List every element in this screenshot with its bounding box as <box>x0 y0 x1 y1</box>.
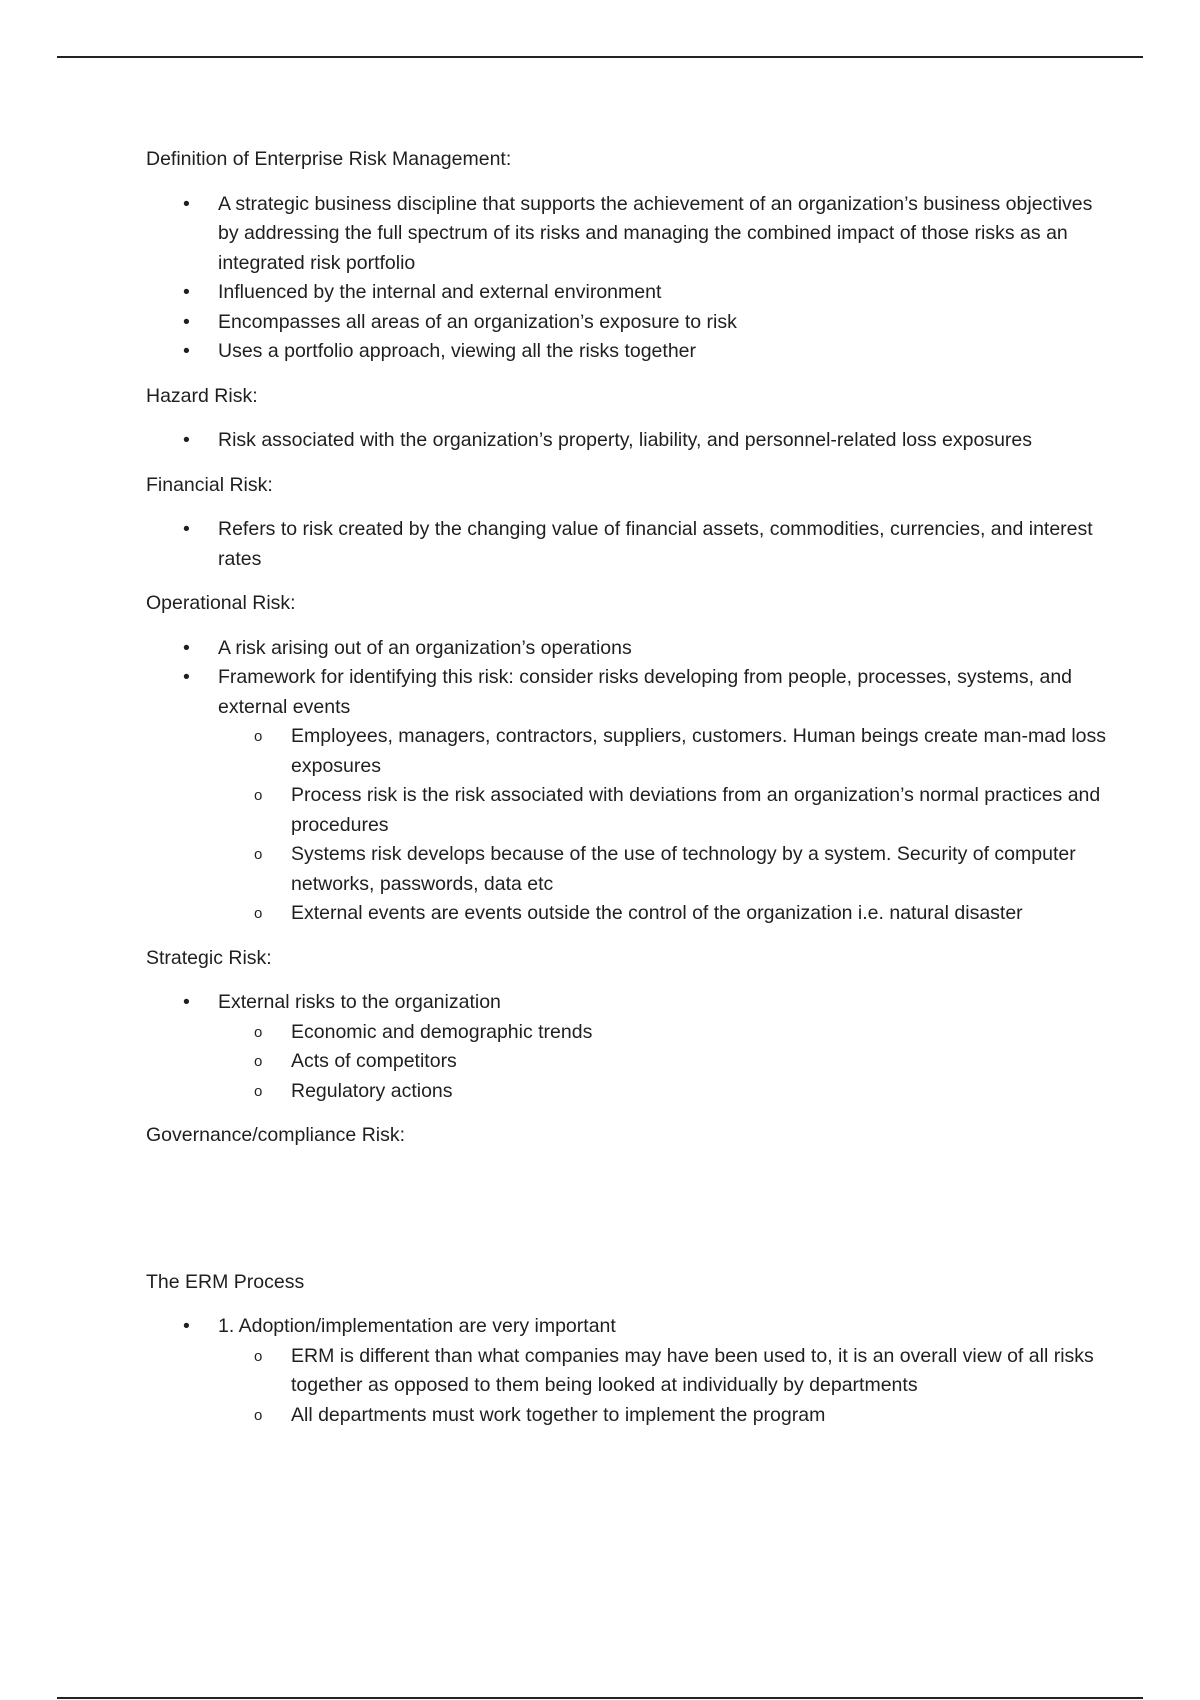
bullet-list <box>146 515 1106 574</box>
sub-list-item-text: Acts of competitors <box>291 1050 457 1072</box>
list-item <box>183 278 1106 308</box>
circle-bullet-icon: o <box>254 1053 263 1070</box>
sub-list-item <box>254 840 1106 899</box>
section-heading: Hazard Risk: <box>146 384 258 407</box>
bullet-icon: • <box>183 666 190 688</box>
list-item-text: Uses a portfolio approach, viewing all the risks together <box>218 340 696 362</box>
circle-bullet-icon: o <box>254 1082 263 1100</box>
sub-list-item-text: Employees, managers, contractors, suppliers, customers. Human beings create man-mad loss exposures <box>291 725 1107 777</box>
section-heading: Financial Risk: <box>146 473 273 496</box>
list-item-text: A strategic business discipline that supports the achievement of an organization’s business objectives by addressing the full spectrum of its risks and managing the combined impact of those risks as an integrated risk portfolio <box>218 192 1093 274</box>
circle-bullet-icon: o <box>254 1347 263 1365</box>
sub-list-item <box>254 1342 1106 1401</box>
list-item-text: Influenced by the internal and external environment <box>218 281 662 303</box>
sub-list-item <box>254 722 1107 781</box>
sub-list-item-text: All departments must work together to implement the program <box>291 1403 826 1426</box>
circle-bullet-icon: o <box>254 846 263 863</box>
sub-bullet-list <box>218 722 1106 929</box>
document-body <box>146 145 1106 1445</box>
sub-list-item <box>254 1047 1106 1077</box>
bullet-icon: • <box>183 281 190 303</box>
circle-bullet-icon: o <box>254 1023 263 1041</box>
section-heading: Operational Risk: <box>146 592 296 614</box>
list-item <box>183 663 1107 929</box>
list-item <box>183 988 1106 1106</box>
bullet-icon: • <box>183 636 190 659</box>
list-item-text: External risks to the organization <box>218 991 501 1013</box>
circle-bullet-icon: o <box>254 905 263 922</box>
section-heading: Strategic Risk: <box>146 946 272 969</box>
bullet-icon: • <box>183 991 190 1013</box>
top-rule <box>57 56 1143 58</box>
list-item-text: Framework for identifying this risk: consider risks developing from people, processes, systems, and external events <box>218 666 1073 718</box>
bullet-list <box>146 190 1106 367</box>
sub-list-item <box>254 899 1106 929</box>
list-item-text: Risk associated with the organization’s property, liability, and personnel-related loss exposures <box>218 429 1033 451</box>
blank-space <box>146 1166 1106 1268</box>
bottom-rule <box>57 1697 1143 1699</box>
list-item <box>183 308 1106 338</box>
circle-bullet-icon: o <box>254 787 263 804</box>
circle-bullet-icon: o <box>254 728 263 745</box>
sub-list-item-text: Process risk is the risk associated with deviations from an organization’s normal practices and procedures <box>291 784 1101 836</box>
bullet-icon: • <box>183 310 190 333</box>
list-item-text: Refers to risk created by the changing value of financial assets, commodities, currencies, and interest rates <box>218 518 1093 570</box>
list-item-text: A risk arising out of an organization’s operations <box>218 636 632 659</box>
sub-bullet-list <box>218 1342 1106 1431</box>
section-heading: Definition of Enterprise Risk Management: <box>146 148 512 170</box>
section-heading: Governance/compliance Risk: <box>146 1124 406 1146</box>
list-item <box>183 515 1106 574</box>
bullet-icon: • <box>183 192 190 215</box>
section-heading: The ERM Process <box>146 1270 305 1293</box>
bullet-list <box>146 988 1106 1106</box>
bullet-list <box>146 1312 1106 1430</box>
bullet-list <box>146 426 1106 456</box>
sub-list-item-text: Regulatory actions <box>291 1079 453 1102</box>
list-item <box>183 634 1106 664</box>
list-item <box>183 426 1106 456</box>
list-item <box>183 1312 1106 1430</box>
list-item-text: 1. Adoption/implementation are very important <box>218 1315 616 1337</box>
bullet-icon: • <box>183 340 190 362</box>
sub-list-item-text: External events are events outside the control of the organization i.e. natural disaster <box>291 902 1023 924</box>
list-item <box>183 337 1106 367</box>
sub-list-item-text: ERM is different than what companies may have been used to, it is an overall view of all risks together as opposed to them being looked at individually by departments <box>291 1344 1094 1396</box>
sub-bullet-list <box>218 1018 1106 1107</box>
bullet-icon: • <box>183 1315 190 1337</box>
sub-list-item-text: Economic and demographic trends <box>291 1020 593 1043</box>
sub-list-item <box>254 781 1106 840</box>
bullet-icon: • <box>183 429 190 451</box>
sub-list-item-text: Systems risk develops because of the use of technology by a system. Security of computer networks, passwords, data etc <box>291 843 1076 895</box>
sub-list-item <box>254 1018 1106 1048</box>
list-item <box>183 190 1106 279</box>
sub-list-item <box>254 1401 1106 1431</box>
sub-list-item <box>254 1077 1106 1107</box>
bullet-list <box>146 634 1106 929</box>
bullet-icon: • <box>183 518 190 540</box>
circle-bullet-icon: o <box>254 1406 263 1424</box>
list-item-text: Encompasses all areas of an organization’s exposure to risk <box>218 310 737 333</box>
